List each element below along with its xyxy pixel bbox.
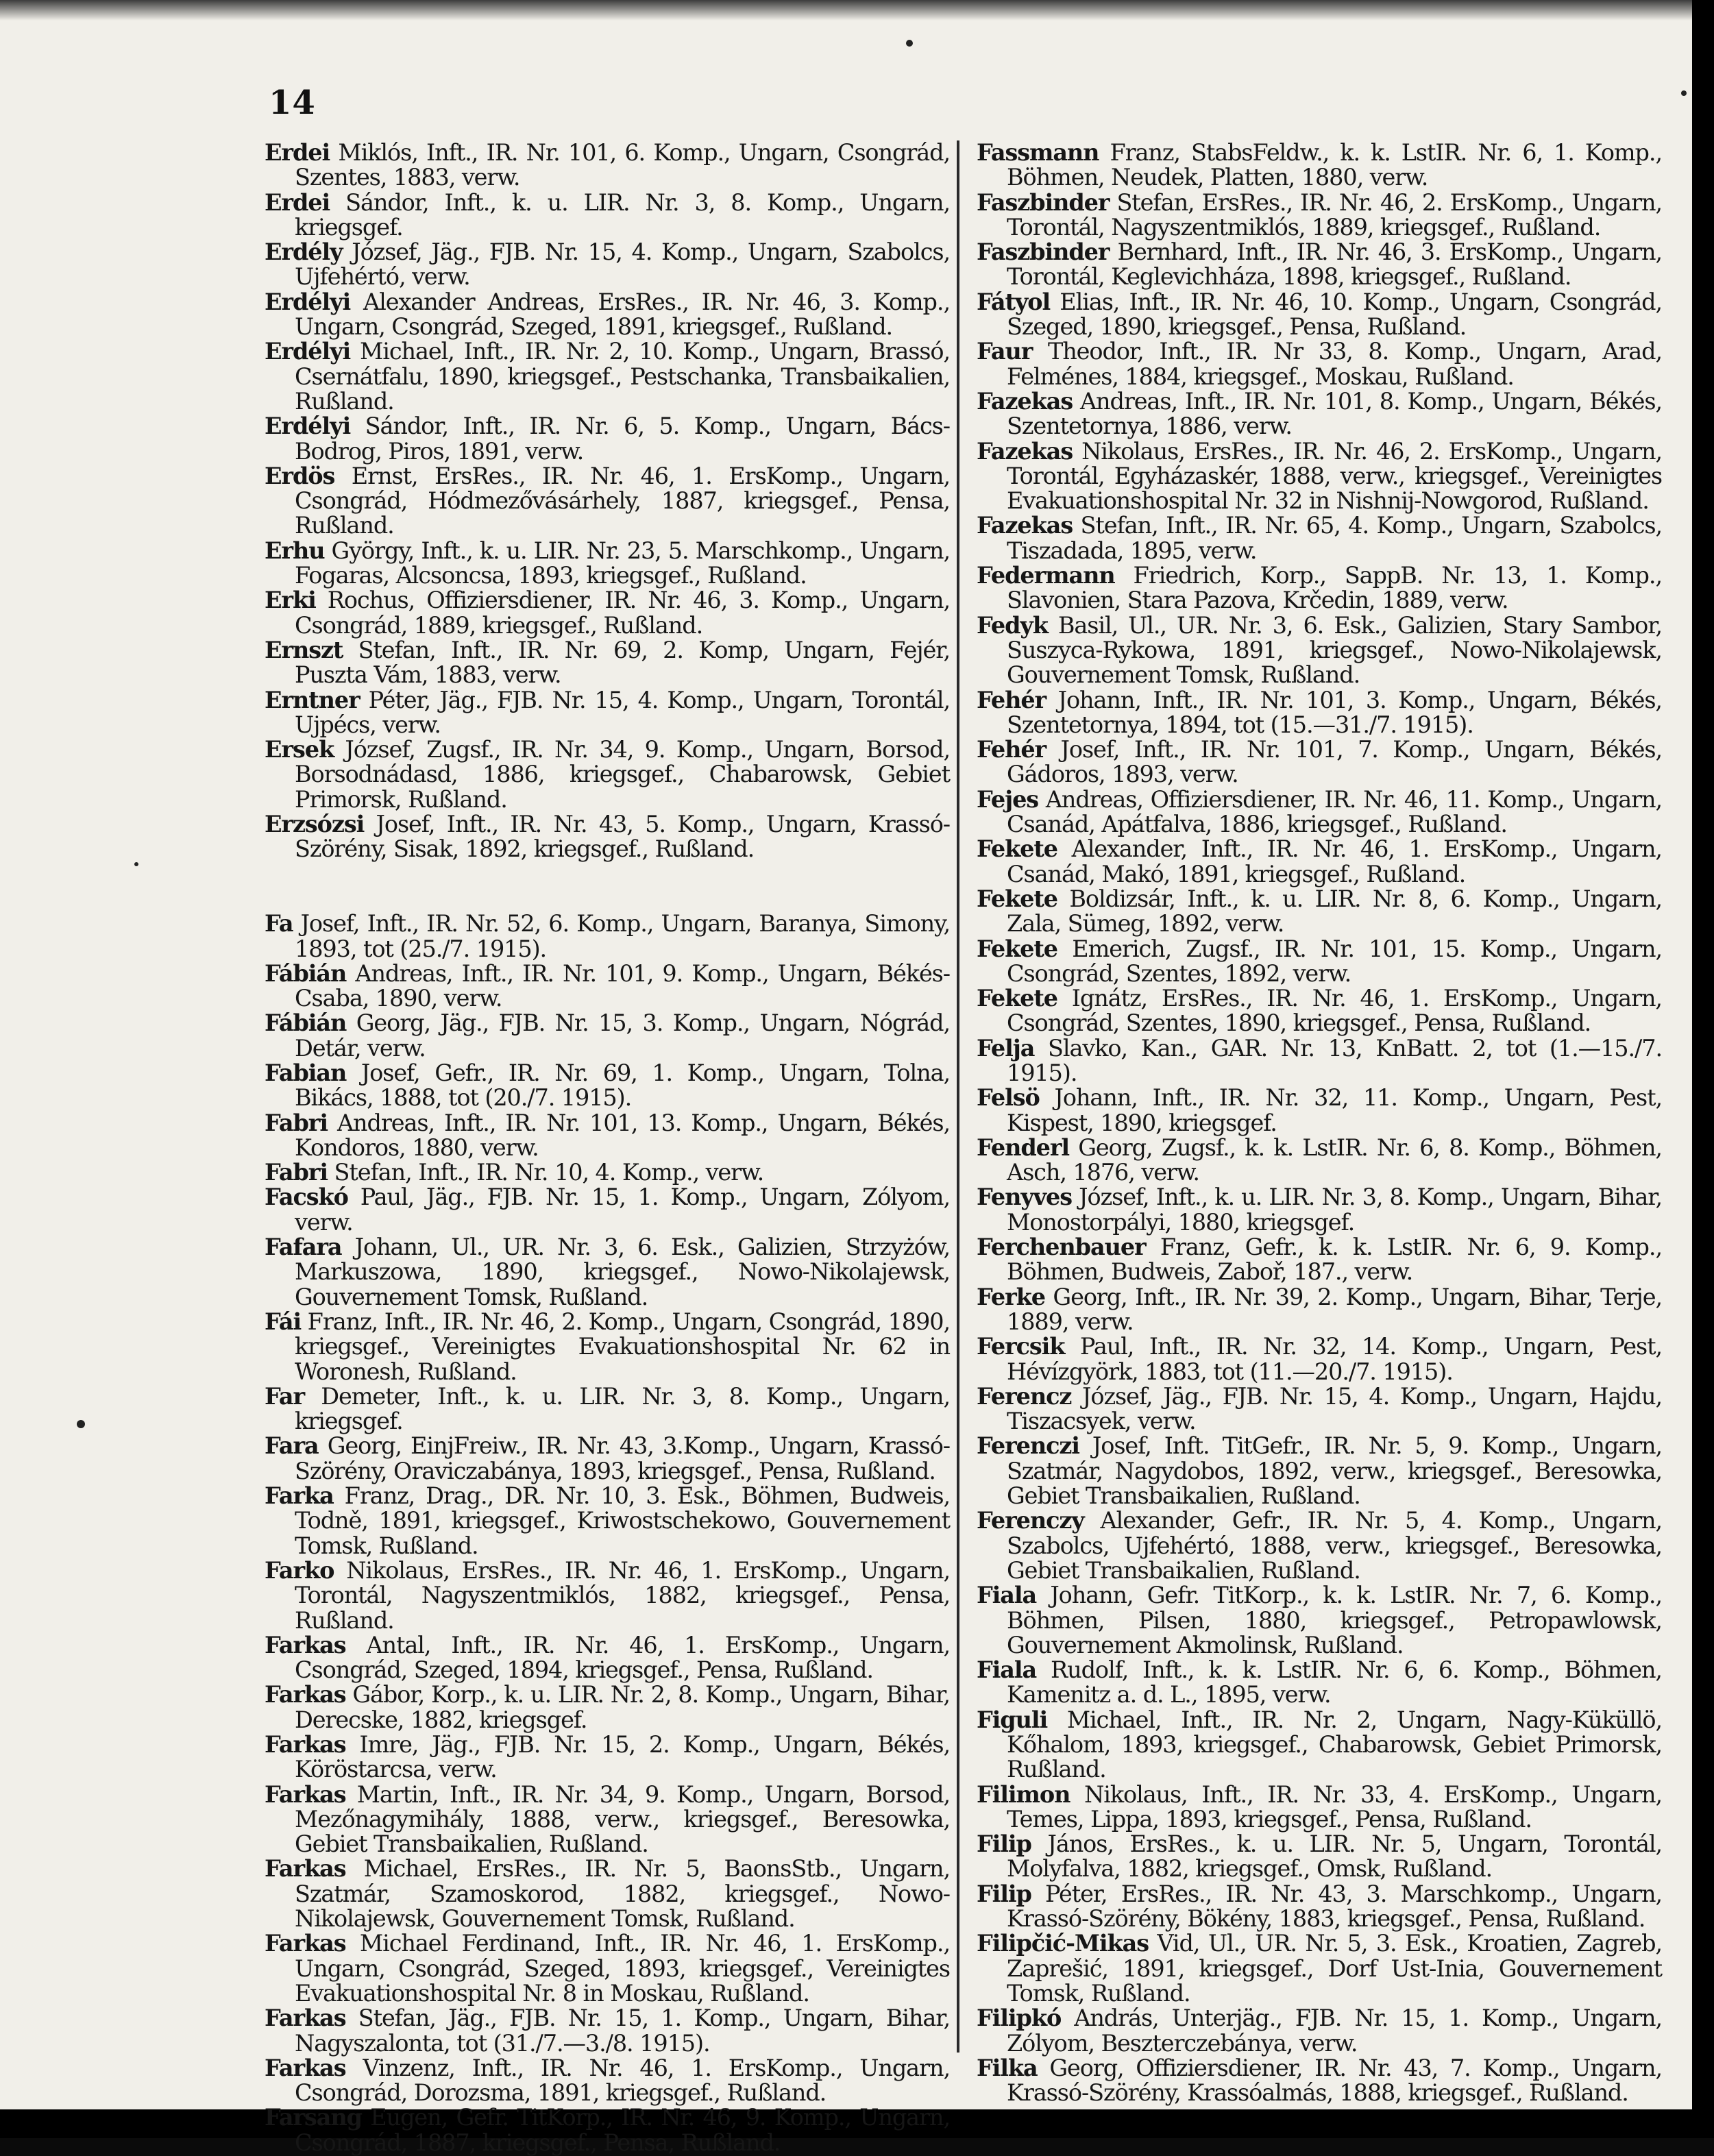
register-entry (977, 140, 1662, 191)
entry-details: Péter, Jäg., FJB. Nr. 15, 4. Komp., Ungarn, Torontál, Ujpécs, verw. (295, 686, 950, 738)
register-entry (265, 638, 950, 688)
register-entry (265, 688, 950, 738)
register-entry (977, 1136, 1662, 1186)
entry-surname: Filka (977, 2054, 1038, 2081)
entry-surname: Filimon (977, 1780, 1070, 1808)
entry-details: Franz, Gefr., k. k. LstIR. Nr. 6, 9. Komp., Böhmen, Budweis, Zaboř, 187., verw. (1007, 1234, 1662, 1286)
entry-surname: Farsang (265, 2104, 362, 2131)
entry-details: Stefan, ErsRes., IR. Nr. 46, 2. ErsKomp., Ungarn, Torontál, Nagyszentmiklós, 1889, kriegsgef., Rußland. (1007, 188, 1662, 241)
register-entry (977, 513, 1662, 563)
entry-surname: Felsö (977, 1084, 1040, 1112)
entry-details: Stefan, Inft., IR. Nr. 65, 4. Komp., Ungarn, Szabolcs, Tiszadada, 1895, verw. (1007, 512, 1662, 564)
entry-details: Elias, Inft., IR. Nr. 46, 10. Komp., Ungarn, Csongrád, Szeged, 1890, kriegsgef., Pensa, Rußland. (1007, 288, 1662, 341)
entry-surname: Farka (265, 1482, 334, 1510)
entry-surname: Erki (265, 587, 316, 614)
entry-surname: Fehér (977, 736, 1046, 763)
entry-details: Basil, Ul., UR. Nr. 3, 6. Esk., Galizien, Stary Sambor, Suszyca-Rykowa, 1891, kriegsgef., Nowo-Nikolajewsk, Gouvernement Tomsk, Rußland. (1007, 611, 1662, 689)
entry-surname: Filip (977, 1830, 1031, 1858)
entry-details: Josef, Inft., IR. Nr. 52, 6. Komp., Ungarn, Baranya, Simony, 1893, tot (25./7. 1915). (293, 910, 950, 962)
register-entry (265, 911, 950, 961)
register-entry (977, 1658, 1662, 1708)
register-entry (977, 1931, 1662, 2006)
entry-surname: Fabian (265, 1059, 347, 1086)
entry-surname: Ferchenbauer (977, 1234, 1146, 1261)
entry-details: József, Jäg., FJB. Nr. 15, 4. Komp., Ungarn, Szabolcs, Ujfehértó, verw. (295, 238, 950, 291)
entry-surname: Fabri (265, 1159, 328, 1186)
register-entry (265, 1633, 950, 1683)
entry-surname: Fedyk (977, 611, 1048, 639)
register-entry (265, 1111, 950, 1161)
entry-surname: Fábián (265, 1009, 347, 1037)
entry-surname: Fafara (265, 1234, 342, 1261)
register-entry (265, 140, 950, 191)
register-entry (977, 389, 1662, 439)
column-divider (957, 140, 959, 2053)
register-entry (265, 1558, 950, 1633)
entry-surname: Faszbinder (977, 238, 1110, 266)
entry-surname: Erzsózsi (265, 811, 365, 838)
register-entry (265, 339, 950, 414)
entry-surname: Farkas (265, 1731, 346, 1758)
register-entry (977, 887, 1662, 937)
entry-details: Nikolaus, Inft., IR. Nr. 33, 4. ErsKomp., Ungarn, Temes, Lippa, 1893, kriegsgef., Pensa, Rußland. (1007, 1780, 1662, 1833)
entry-details: Alexander Andreas, ErsRes., IR. Nr. 46, 3. Komp., Ungarn, Csongrád, Szeged, 1891, kriegsgef., Rußland. (295, 288, 950, 341)
entry-surname: Erdély (265, 238, 343, 266)
entry-surname: Fátyol (977, 288, 1051, 315)
register-entry (977, 1708, 1662, 1783)
entry-surname: Fa (265, 910, 293, 938)
register-entry (265, 2105, 950, 2155)
entry-details: János, ErsRes., k. u. LIR. Nr. 5, Ungarn, Torontál, Molyfalva, 1882, kriegsgef., Omsk, Rußland. (1007, 1830, 1662, 1883)
entry-details: Martin, Inft., IR. Nr. 34, 9. Komp., Ungarn, Borsod, Mezőnagymihály, 1888, verw., kriegsgef., Beresowka, Gebiet Transbaikalien, Rußland. (295, 1780, 950, 1858)
entry-surname: Farkas (265, 2054, 346, 2081)
register-entry (265, 414, 950, 464)
entry-surname: Facskó (265, 1184, 348, 1211)
entry-details: Paul, Jäg., FJB. Nr. 15, 1. Komp., Ungarn, Zólyom, verw. (295, 1184, 950, 1236)
entry-details: Nikolaus, ErsRes., IR. Nr. 46, 2. ErsKomp., Ungarn, Torontál, Egyházaskér, 1888, verw., kriegsgef., Vereinigtes Evakuationshospital Nr. 32 in Nishnij-Nowgorod, Rußland. (1007, 437, 1662, 515)
right-column (977, 140, 1662, 2105)
entry-surname: Ersek (265, 736, 334, 763)
register-entry (977, 240, 1662, 290)
entry-surname: Fekete (977, 835, 1057, 863)
entry-surname: Fazekas (977, 437, 1073, 465)
entry-details: Slavko, Kan., GAR. Nr. 13, KnBatt. 2, tot (1.—15./7. 1915). (1007, 1034, 1662, 1086)
entry-details: Stefan, Inft., IR. Nr. 10, 4. Komp., verw. (327, 1159, 764, 1186)
entry-surname: Fejes (977, 785, 1039, 813)
register-entry (977, 1434, 1662, 1508)
entry-surname: Ferke (977, 1283, 1045, 1310)
entry-surname: Fái (265, 1308, 302, 1335)
entry-surname: Farkas (265, 1780, 346, 1808)
left-column (265, 140, 950, 2155)
entry-details: Josef, Inft., IR. Nr. 101, 7. Komp., Ungarn, Békés, Gádoros, 1893, verw. (1007, 736, 1662, 788)
entry-surname: Fazekas (977, 387, 1073, 415)
register-entry (265, 1732, 950, 1783)
entry-surname: Fehér (977, 686, 1046, 713)
entry-surname: Erntner (265, 686, 360, 713)
register-entry (977, 737, 1662, 787)
entry-surname: Fenderl (977, 1134, 1070, 1161)
register-entry (977, 2006, 1662, 2056)
register-entry (265, 1434, 950, 1484)
register-entry (977, 1384, 1662, 1434)
entry-details: Andreas, Offiziersdiener, IR. Nr. 46, 11. Komp., Ungarn, Csanád, Apátfalva, 1886, kriegsgef., Rußland. (1007, 785, 1662, 838)
entry-surname: Farkas (265, 2005, 346, 2032)
entry-surname: Farkas (265, 1930, 346, 1957)
entry-surname: Erdélyi (265, 338, 351, 365)
register-entry (265, 961, 950, 1012)
entry-details: Andreas, Inft., IR. Nr. 101, 9. Komp., Ungarn, Békés-Csaba, 1890, verw. (295, 959, 950, 1012)
entry-details: Michael, Inft., IR. Nr. 2, 10. Komp., Ungarn, Brassó, Csernátfalu, 1890, kriegsgef., Pestschanka, Transbaikalien, Rußland. (295, 338, 950, 415)
register-entry (265, 539, 950, 589)
entry-details: Alexander, Gefr., IR. Nr. 5, 4. Komp., Ungarn, Szabolcs, Ujfehértó, 1888, verw., kriegsgef., Beresowka, Gebiet Transbaikalien, Rußland. (1007, 1507, 1662, 1584)
entry-details: Georg, Inft., IR. Nr. 39, 2. Komp., Ungarn, Bihar, Terje, 1889, verw. (1007, 1283, 1662, 1335)
entry-surname: Ferencz (977, 1382, 1072, 1410)
register-entry (977, 1086, 1662, 1136)
entry-surname: Fara (265, 1432, 319, 1460)
entry-surname: Felja (977, 1034, 1035, 1062)
entry-details: Michael, ErsRes., IR. Nr. 5, BaonsStb., Ungarn, Szatmár, Szamoskorod, 1882, kriegsgef., Nowo-Nikolajewsk, Gouvernement Tomsk, Rußland. (295, 1855, 950, 1933)
scan-speck (134, 862, 138, 866)
register-entry (977, 787, 1662, 837)
register-entry (265, 2056, 950, 2106)
scan-speck (1681, 90, 1687, 96)
entry-details: Andreas, Inft., IR. Nr. 101, 13. Komp., Ungarn, Békés, Kondoros, 1880, verw. (295, 1109, 950, 1161)
page-number: 14 (269, 84, 316, 122)
scan-speck (77, 1420, 85, 1428)
entry-details: Imre, Jäg., FJB. Nr. 15, 2. Komp., Ungarn, Békés, Köröstarcsa, verw. (295, 1731, 950, 1783)
entry-surname: Fekete (977, 885, 1057, 912)
register-entry (977, 2056, 1662, 2106)
register-entry (977, 1185, 1662, 1235)
entry-details: Michael Ferdinand, Inft., IR. Nr. 46, 1. ErsKomp., Ungarn, Csongrád, Szeged, 1893, kriegsgef., Vereinigtes Evakuationshospital Nr. 8 in Moskau, Rußland. (295, 1930, 950, 2007)
register-entry (977, 1882, 1662, 1932)
entry-details: Rochus, Offiziersdiener, IR. Nr. 46, 3. Komp., Ungarn, Csongrád, 1889, kriegsgef., Rußland. (295, 587, 950, 639)
entry-surname: Fekete (977, 985, 1057, 1012)
entry-details: András, Unterjäg., FJB. Nr. 15, 1. Komp., Ungarn, Zólyom, Beszterczebánya, verw. (1007, 2005, 1662, 2057)
entry-details: Demeter, Inft., k. u. LIR. Nr. 3, 8. Komp., Ungarn, kriegsgef. (295, 1382, 950, 1435)
entry-details: Johann, Gefr. TitKorp., k. k. LstIR. Nr. 7, 6. Komp., Böhmen, Pilsen, 1880, kriegsgef., Petropawlowsk, Gouvernement Akmolinsk, Rußland. (1007, 1582, 1662, 1658)
entry-details: Gábor, Korp., k. u. LIR. Nr. 2, 8. Komp., Ungarn, Bihar, Derecske, 1882, kriegsgef. (295, 1681, 950, 1733)
entry-surname: Erhu (265, 537, 325, 564)
entry-surname: Farkas (265, 1631, 346, 1658)
register-entry (265, 290, 950, 340)
entry-details: Josef, Inft., IR. Nr. 43, 5. Komp., Ungarn, Krassó-Szörény, Sisak, 1892, kriegsgef., Rußland. (295, 811, 950, 863)
register-entry (977, 290, 1662, 340)
entry-surname: Farko (265, 1556, 334, 1584)
entry-details: József, Jäg., FJB. Nr. 15, 4. Komp., Ungarn, Hajdu, Tiszacsyek, verw. (1007, 1382, 1662, 1435)
entry-details: Franz, StabsFeldw., k. k. LstIR. Nr. 6, 1. Komp., Böhmen, Neudek, Platten, 1880, verw. (1007, 139, 1662, 191)
entry-surname: Fiala (977, 1582, 1037, 1609)
entry-surname: Federmann (977, 562, 1115, 589)
entry-surname: Faszbinder (977, 188, 1110, 216)
entry-details: Josef, Inft. TitGefr., IR. Nr. 5, 9. Komp., Ungarn, Szatmár, Nagydobos, 1892, verw., kriegsgef., Beresowka, Gebiet Transbaikalien, Rußland. (1007, 1432, 1662, 1510)
register-entry (265, 1780, 950, 1858)
entry-details: Sándor, Inft., k. u. LIR. Nr. 3, 8. Komp., Ungarn, kriegsgef. (295, 188, 950, 241)
register-entry (265, 1185, 950, 1235)
entry-details: Ernst, ErsRes., IR. Nr. 46, 1. ErsKomp., Ungarn, Csongrád, Hódmezővásárhely, 1887, kriegsgef., Pensa, Rußland. (295, 462, 950, 539)
entry-details: Bernhard, Inft., IR. Nr. 46, 3. ErsKomp., Ungarn, Torontál, Keglevichháza, 1898, kriegsgef., Rußland. (1007, 238, 1662, 291)
entry-details: Sándor, Inft., IR. Nr. 6, 5. Komp., Ungarn, Bács-Bodrog, Piros, 1891, verw. (295, 413, 950, 465)
entry-details: Miklós, Inft., IR. Nr. 101, 6. Komp., Ungarn, Csongrád, Szentes, 1883, verw. (295, 139, 950, 191)
entry-details: Georg, EinjFreiw., IR. Nr. 43, 3.Komp., Ungarn, Krassó-Szörény, Oraviczabánya, 1893, kriegsgef., Pensa, Rußland. (295, 1432, 950, 1484)
entry-surname: Filipčić-Mikas (977, 1930, 1149, 1957)
entry-details: Antal, Inft., IR. Nr. 46, 1. ErsKomp., Ungarn, Csongrád, Szeged, 1894, kriegsgef., Pensa, Rußland. (295, 1631, 950, 1684)
register-entry (265, 1061, 950, 1111)
register-entry (265, 588, 950, 638)
register-entry (265, 188, 950, 241)
register-entry (265, 2006, 950, 2056)
entry-surname: Fassmann (977, 139, 1099, 166)
register-entry (977, 1780, 1662, 1833)
entry-details: Paul, Inft., IR. Nr. 32, 14. Komp., Ungarn, Pest, Hévízgyörk, 1883, tot (11.—20./7. 1915). (1007, 1333, 1662, 1385)
entry-details: Johann, Inft., IR. Nr. 101, 3. Komp., Ungarn, Békés, Szentetornya, 1894, tot (15.—31./7. 1915). (1007, 686, 1662, 738)
register-entry (977, 563, 1662, 613)
entry-details: Friedrich, Korp., SappB. Nr. 13, 1. Komp., Slavonien, Stara Pazova, Krčedin, 1889, verw. (1007, 562, 1662, 614)
entry-surname: Filipkó (977, 2005, 1062, 2032)
entry-details: Johann, Inft., IR. Nr. 32, 11. Komp., Ungarn, Pest, Kispest, 1890, kriegsgef. (1007, 1084, 1662, 1136)
register-entry (265, 1384, 950, 1434)
entry-details: Vid, Ul., UR. Nr. 5, 3. Esk., Kroatien, Zagreb, Zaprešić, 1891, kriegsgef., Dorf Ust-Inia, Gouvernement Tomsk, Rußland. (1007, 1930, 1662, 2007)
entry-surname: Fercsik (977, 1333, 1065, 1360)
register-entry (977, 188, 1662, 241)
entry-surname: Erdei (265, 139, 330, 166)
entry-surname: Fenyves (977, 1184, 1073, 1211)
register-entry (977, 1235, 1662, 1285)
register-entry (977, 1334, 1662, 1384)
register-entry (977, 1832, 1662, 1882)
entry-surname: Fiala (977, 1656, 1037, 1684)
entry-surname: Ferenczi (977, 1432, 1079, 1460)
entry-details: Josef, Gefr., IR. Nr. 69, 1. Komp., Ungarn, Tolna, Bikács, 1888, tot (20./7. 1915). (295, 1059, 950, 1112)
entry-details: Alexander, Inft., IR. Nr. 46, 1. ErsKomp., Ungarn, Csanád, Makó, 1891, kriegsgef., Rußland. (1007, 835, 1662, 887)
entry-details: Rudolf, Inft., k. k. LstIR. Nr. 6, 6. Komp., Böhmen, Kamenitz a. d. L., 1895, verw. (1007, 1656, 1662, 1708)
register-entry (265, 240, 950, 290)
entry-details: Boldizsár, Inft., k. u. LIR. Nr. 8, 6. Komp., Ungarn, Zala, Sümeg, 1892, verw. (1007, 885, 1662, 938)
entry-details: Stefan, Inft., IR. Nr. 69, 2. Komp, Ungarn, Fejér, Puszta Vám, 1883, verw. (295, 636, 950, 689)
register-entry (265, 464, 950, 539)
entry-surname: Ferenczy (977, 1507, 1084, 1534)
entry-details: Péter, ErsRes., IR. Nr. 43, 3. Marschkomp., Ungarn, Krassó-Szörény, Bökény, 1883, kriegsgef., Pensa, Rußland. (1007, 1880, 1662, 1933)
entry-details: József, Inft., k. u. LIR. Nr. 3, 8. Komp., Ungarn, Bihar, Monostorpályi, 1880, kriegsgef. (1007, 1184, 1662, 1236)
entry-surname: Far (265, 1382, 305, 1410)
register-entry (265, 1310, 950, 1384)
entry-details: Andreas, Inft., IR. Nr. 101, 8. Komp., Ungarn, Békés, Szentetornya, 1886, verw. (1007, 387, 1662, 440)
entry-details: Emerich, Zugsf., IR. Nr. 101, 15. Komp., Ungarn, Csongrád, Szentes, 1892, verw. (1007, 935, 1662, 987)
register-entry (977, 1583, 1662, 1658)
scan-speck (906, 40, 913, 47)
entry-details: Theodor, Inft., IR. Nr 33, 8. Komp., Ungarn, Arad, Felménes, 1884, kriegsgef., Moskau, Rußland. (1007, 338, 1662, 390)
entry-surname: Fazekas (977, 512, 1073, 539)
entry-surname: Erdös (265, 462, 335, 489)
register-entry (265, 812, 950, 862)
entry-details: Franz, Drag., DR. Nr. 10, 3. Esk., Böhmen, Budweis, Todně, 1891, kriegsgef., Kriwostschekowo, Gouvernement Tomsk, Rußland. (295, 1482, 950, 1559)
register-entry (977, 688, 1662, 738)
entry-details: József, Zugsf., IR. Nr. 34, 9. Komp., Ungarn, Borsod, Borsodnádasd, 1886, kriegsgef., Chabarowsk, Gebiet Primorsk, Rußland. (295, 736, 950, 813)
register-entry (977, 837, 1662, 887)
entry-details: Michael, Inft., IR. Nr. 2, Ungarn, Nagy-Küküllö, Kőhalom, 1893, kriegsgef., Chabarowsk, Gebiet Primorsk, Rußland. (1007, 1706, 1662, 1783)
entry-details: Stefan, Jäg., FJB. Nr. 15, 1. Komp., Ungarn, Bihar, Nagyszalonta, tot (31./7.—3./8. 1915). (295, 2005, 950, 2057)
entry-details: Georg, Jäg., FJB. Nr. 15, 3. Komp., Ungarn, Nógrád, Detár, verw. (295, 1009, 950, 1062)
register-entry (977, 1036, 1662, 1086)
entry-surname: Figuli (977, 1706, 1048, 1733)
register-entry (265, 1857, 950, 1931)
register-entry (977, 1508, 1662, 1583)
entry-details: Johann, Ul., UR. Nr. 3, 6. Esk., Galizien, Strzyżów, Markuszowa, 1890, kriegsgef., Nowo-Nikolajewsk, Gouvernement Tomsk, Rußland. (295, 1234, 950, 1310)
register-entry (265, 1235, 950, 1310)
register-entry (265, 1682, 950, 1732)
entry-details: Georg, Zugsf., k. k. LstIR. Nr. 6, 8. Komp., Böhmen, Asch, 1876, verw. (1007, 1134, 1662, 1186)
register-entry (977, 1285, 1662, 1335)
entry-details: Vinzenz, Inft., IR. Nr. 46, 1. ErsKomp., Ungarn, Csongrád, Dorozsma, 1891, kriegsgef., Rußland. (295, 2054, 950, 2107)
entry-surname: Filip (977, 1880, 1031, 1907)
entry-surname: Erdélyi (265, 288, 351, 315)
entry-surname: Farkas (265, 1855, 346, 1883)
entry-details: Eugen, Gefr. TitKorp., IR. Nr. 46, 9. Komp., Ungarn, Csongrád, 1887, kriegsgef., Pensa, Rußland. (295, 2104, 950, 2156)
entry-details: Franz, Inft., IR. Nr. 46, 2. Komp., Ungarn, Csongrád, 1890, kriegsgef., Vereinigtes Evakuationshospital Nr. 62 in Woronesh, Rußland. (295, 1308, 950, 1385)
register-entry (265, 1484, 950, 1558)
entry-details: Georg, Offiziersdiener, IR. Nr. 43, 7. Komp., Ungarn, Krassó-Szörény, Krassóalmás, 1888, kriegsgef., Rußland. (1007, 2054, 1662, 2107)
entry-surname: Erdélyi (265, 413, 351, 440)
register-entry (977, 986, 1662, 1036)
entry-surname: Erdei (265, 188, 330, 216)
section-gap (265, 862, 950, 912)
scan-edge-right (1692, 0, 1714, 2138)
register-entry (977, 613, 1662, 688)
entry-details: György, Inft., k. u. LIR. Nr. 23, 5. Marschkomp., Ungarn, Fogaras, Alcsoncsa, 1893, kriegsgef., Rußland. (295, 537, 950, 589)
register-entry (977, 937, 1662, 987)
entry-surname: Fábián (265, 959, 347, 987)
entry-details: Nikolaus, ErsRes., IR. Nr. 46, 1. ErsKomp., Ungarn, Torontál, Nagyszentmiklós, 1882, kriegsgef., Pensa, Rußland. (295, 1556, 950, 1634)
register-entry (977, 439, 1662, 514)
entry-surname: Ernszt (265, 636, 343, 663)
entry-surname: Fabri (265, 1109, 328, 1136)
register-entry (265, 737, 950, 812)
register-entry (265, 1160, 950, 1185)
entry-surname: Farkas (265, 1681, 346, 1708)
scan-edge-top (0, 0, 1714, 21)
entry-details: Ignátz, ErsRes., IR. Nr. 46, 1. ErsKomp., Ungarn, Csongrád, Szentes, 1890, kriegsgef., Pensa, Rußland. (1007, 985, 1662, 1037)
register-entry (265, 1931, 950, 2006)
entry-surname: Faur (977, 338, 1033, 365)
entry-surname: Fekete (977, 935, 1057, 962)
register-entry (977, 339, 1662, 389)
register-entry (265, 1011, 950, 1061)
